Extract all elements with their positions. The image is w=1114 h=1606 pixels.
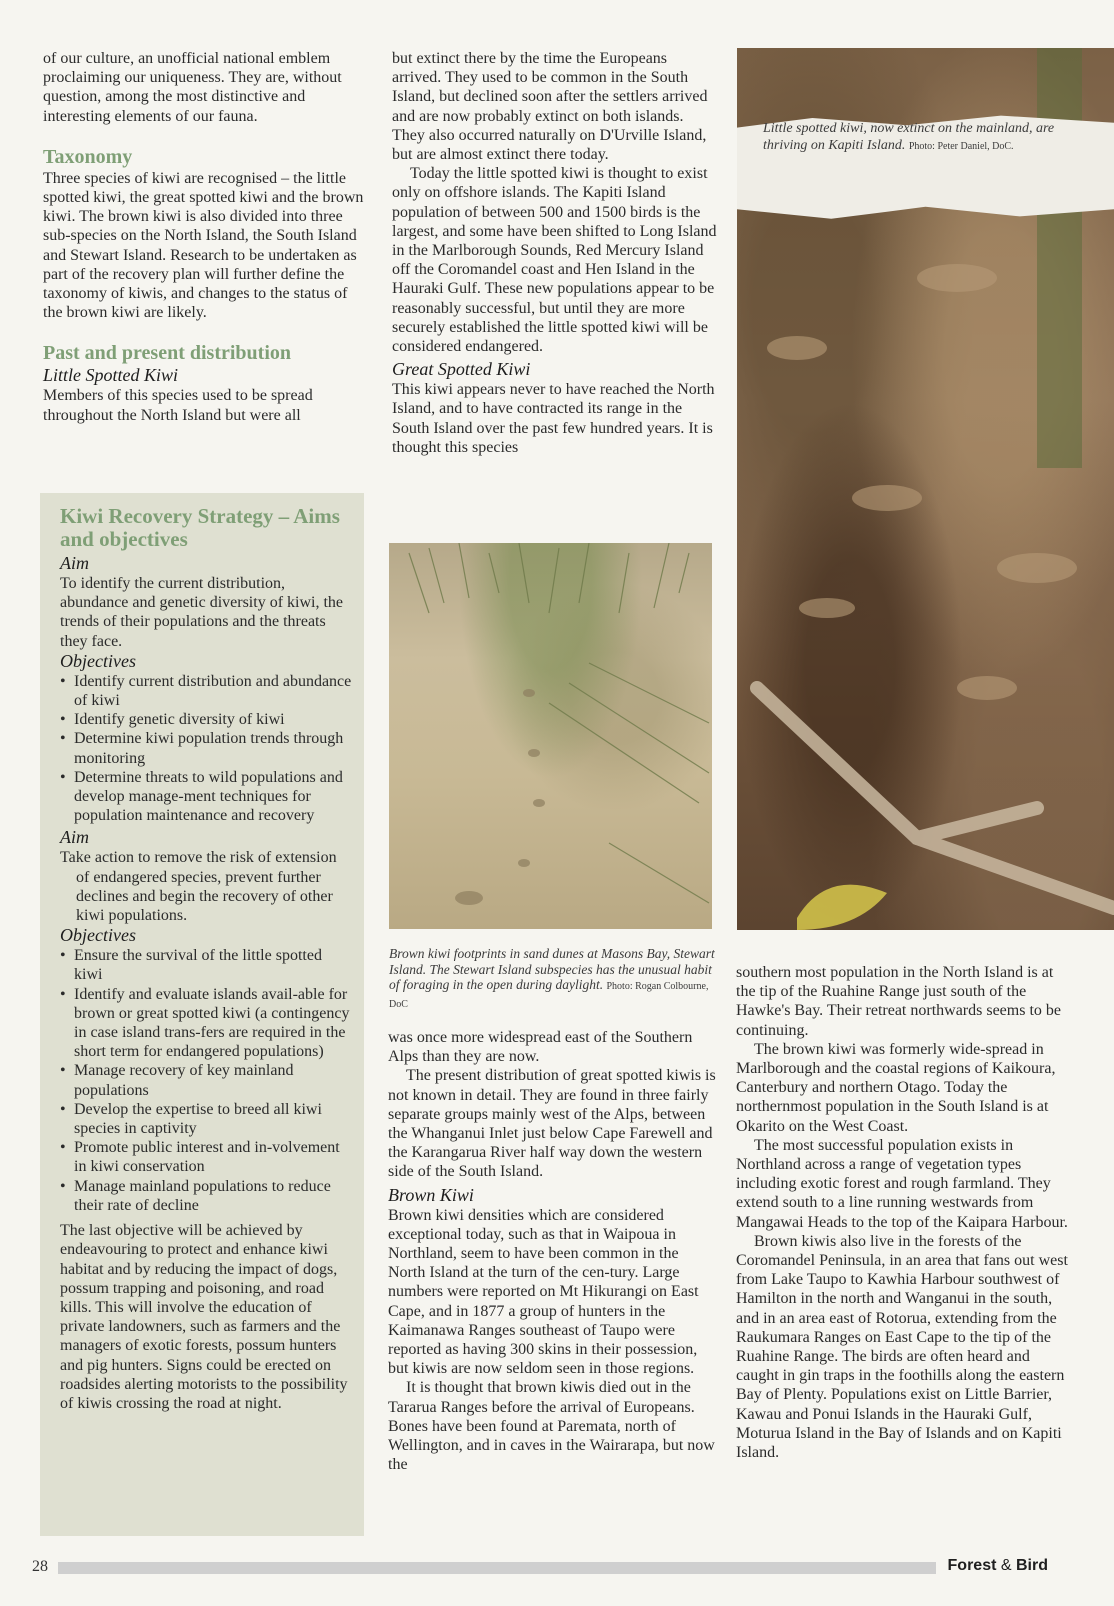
objectives-2-list <box>60 946 352 1215</box>
col3-paragraph-3: The most successful population exists in Northland across a range of vegetation types including exotic forest and rough farmland. They extend south to a line running westwards from Mangawai Heads to the top of the Kaipara Harbour. <box>736 1136 1068 1231</box>
column-2-bottom <box>388 1028 718 1474</box>
footer-rule <box>58 1562 936 1574</box>
list-item: • Manage mainland populations to reduce their rate of decline <box>74 1177 352 1215</box>
brand-amp: & <box>1000 1557 1012 1574</box>
heading-distribution: Past and present distribution <box>43 342 292 365</box>
list-item: • Identify and evaluate islands avail-able for brown or great spotted kiwi (a contingency in case island trans-fers are required in the short term for endangered populations) <box>74 985 352 1062</box>
caption-credit: Photo: Peter Daniel, DoC. <box>908 141 1014 152</box>
kiwi-footprints-photo <box>389 543 712 929</box>
column-3 <box>736 963 1072 1462</box>
brand-bird: Bird <box>1016 1557 1048 1574</box>
little-spotted-paragraph: Members of this species used to be spread throughout the North Island but were all <box>43 387 313 424</box>
caption-text: Little spotted kiwi, now extinct on the mainland, are thriving on Kapiti Island. <box>763 121 1055 153</box>
list-item: • Identify current distribution and abundance of kiwi <box>74 672 352 710</box>
recovery-strategy-box <box>40 493 364 1536</box>
intro-paragraph: of our culture, an unofficial national emblem proclaiming our uniqueness. They are, without question, among the most distinctive and interesting elements of our fauna. <box>43 50 342 125</box>
photo-illustration <box>389 543 712 929</box>
col2-paragraph-6: Brown kiwi densities which are considered exceptional today, such as that in Waipoua in Northland, seem to have been common in the North Island at the turn of the cen-tury. Large numbers were reported on Mt Hikurangi on East Cape, and in 1877 a group of hunters in the Kaimanawa Ranges southeast of Taupo were reported as having 300 skins in their possession, but kiwis are now seldom seen in those regions. <box>388 1206 699 1378</box>
col3-paragraph-1: southern most population in the North Island is at the tip of the Ruahine Range just south of the Hawke's Bay. Their retreat northwards seems to be continuing. <box>736 964 1061 1039</box>
col2-paragraph-7: It is thought that brown kiwis died out in the Tararua Ranges before the arrival of Europeans. Bones have been found at Paremata, north of Wellington, and in caves in the Wairarapa, but now the <box>388 1379 715 1474</box>
list-item: • Identify genetic diversity of kiwi <box>74 710 352 729</box>
magazine-brand <box>948 1557 1048 1575</box>
page-number: 28 <box>32 1558 48 1575</box>
aim-2-text: Take action to remove the risk of extension of endangered species, prevent further declines and begin the recovery of other kiwi populations. <box>60 849 337 925</box>
objectives-2-label: Objectives <box>60 925 136 946</box>
subheading-brown-kiwi: Brown Kiwi <box>388 1184 474 1205</box>
col3-paragraph-4: Brown kiwis also live in the forests of the Coromandel Peninsula, in an area that fans out west from Lake Taupo to Kawhia Harbour southwest of Hamilton in the north and Wanganui in the south, and in an area east of Rotorua, extending from the Raukumara Ranges on East Cape to the tip of the Ruahine Range. The birds are often heard and caught in gin traps in the foothills along the eastern Bay of Plenty. Populations exist on Little Barrier, Kawau and Ponui Islands in the Hauraki Gulf, Moturua Island in the Bay of Islands and on Kapiti Island. <box>736 1232 1068 1462</box>
aim-1-text: To identify the current distribution, abundance and genetic diversity of kiwi, the trends of their populations and the threats they face. <box>60 575 344 650</box>
box-title: Kiwi Recovery Strategy – Aims and objectives <box>60 504 340 551</box>
taxonomy-paragraph: Three species of kiwi are recognised – the little spotted kiwi, the great spotted kiwi and the brown kiwi. The brown kiwi is also divided into three sub-species on the North Island, the South Island and Stewart Island. Research to be undertaken as part of the recovery plan will further define the taxonomy of kiwis, and changes to the status of the brown kiwi are likely. <box>43 169 364 322</box>
list-item: • Determine kiwi population trends through monitoring <box>74 729 352 767</box>
list-item: • Determine threats to wild populations and develop manage-ment techniques for population maintenance and recovery <box>74 768 352 826</box>
col3-paragraph-2: The brown kiwi was formerly wide-spread in Marlborough and the coastal regions of Kaikoura, Canterbury and northern Otago. Today the northernmost population in the South Island is at Okarito on the West Coast. <box>736 1040 1056 1135</box>
objectives-1-list <box>60 672 352 826</box>
col2-paragraph-5: The present distribution of great spotted kiwis is not known in detail. They are found in three fairly separate groups mainly west of the Alps, between the Whanganui Inlet just below Cape Farewell and the Karangarua River half way down the western side of the South Island. <box>388 1067 716 1181</box>
col2-paragraph-3: This kiwi appears never to have reached the North Island, and to have contracted its range in the South Island over the past few hundred years. It is thought this species <box>392 381 715 456</box>
col2-paragraph-2: Today the little spotted kiwi is thought to exist only on offshore islands. The Kapiti Island population of between 500 and 1500 birds is the largest, and some have been shifted to Long Island in the Marlborough Sounds, Red Mercury Island off the Coromandel coast and Hen Island in the Hauraki Gulf. These new populations appear to be reasonably successful, but until they are more securely established the little spotted kiwi will be considered endangered. <box>392 165 717 356</box>
aim-2-label: Aim <box>60 827 89 848</box>
col2-paragraph-1: but extinct there by the time the Europeans arrived. They used to be common in the South Island, but declined soon after the settlers arrived and are now probably extinct on both islands. They also occurred naturally on D'Urville Island, but are almost extinct there today. <box>392 50 708 164</box>
kiwi-photo-caption <box>763 120 1074 155</box>
page-footer <box>0 1556 1114 1580</box>
list-item: • Develop the expertise to breed all kiwi species in captivity <box>74 1100 352 1138</box>
little-spotted-kiwi-photo <box>737 48 1114 930</box>
list-item: • Promote public interest and in-volvement in kiwi conservation <box>74 1138 352 1176</box>
caption-credit: Photo: Rogan Colbourne, DoC <box>389 981 709 1010</box>
list-item: • Ensure the survival of the little spotted kiwi <box>74 946 352 984</box>
objectives-1-label: Objectives <box>60 650 136 671</box>
caption-text: Brown kiwi footprints in sand dunes at Masons Bay, Stewart Island. The Stewart Island subspecies has the unusual habit of foraging in the open during daylight. <box>389 946 715 992</box>
column-2-top <box>392 49 718 457</box>
column-1 <box>43 49 368 425</box>
brand-forest: Forest <box>947 1557 997 1574</box>
list-item: • Manage recovery of key mainland populations <box>74 1061 352 1099</box>
aim-1-label: Aim <box>60 553 89 573</box>
heading-taxonomy: Taxonomy <box>43 145 133 168</box>
subheading-great-spotted-kiwi: Great Spotted Kiwi <box>392 359 531 380</box>
subheading-little-spotted-kiwi: Little Spotted Kiwi <box>43 365 179 386</box>
col2-paragraph-4: was once more widespread east of the Southern Alps than they are now. <box>388 1029 693 1066</box>
footprints-photo-caption <box>389 946 715 1012</box>
box-closing-paragraph: The last objective will be achieved by endeavouring to protect and enhance kiwi habitat and by reducing the impact of dogs, possum trapping and poisoning, and road kills. This will involve the education of private landowners, such as farmers and the managers of exotic forests, possum hunters and pig hunters. Signs could be erected on roadsides alerting motorists to the possibility of kiwis crossing the road at night. <box>60 1222 348 1412</box>
